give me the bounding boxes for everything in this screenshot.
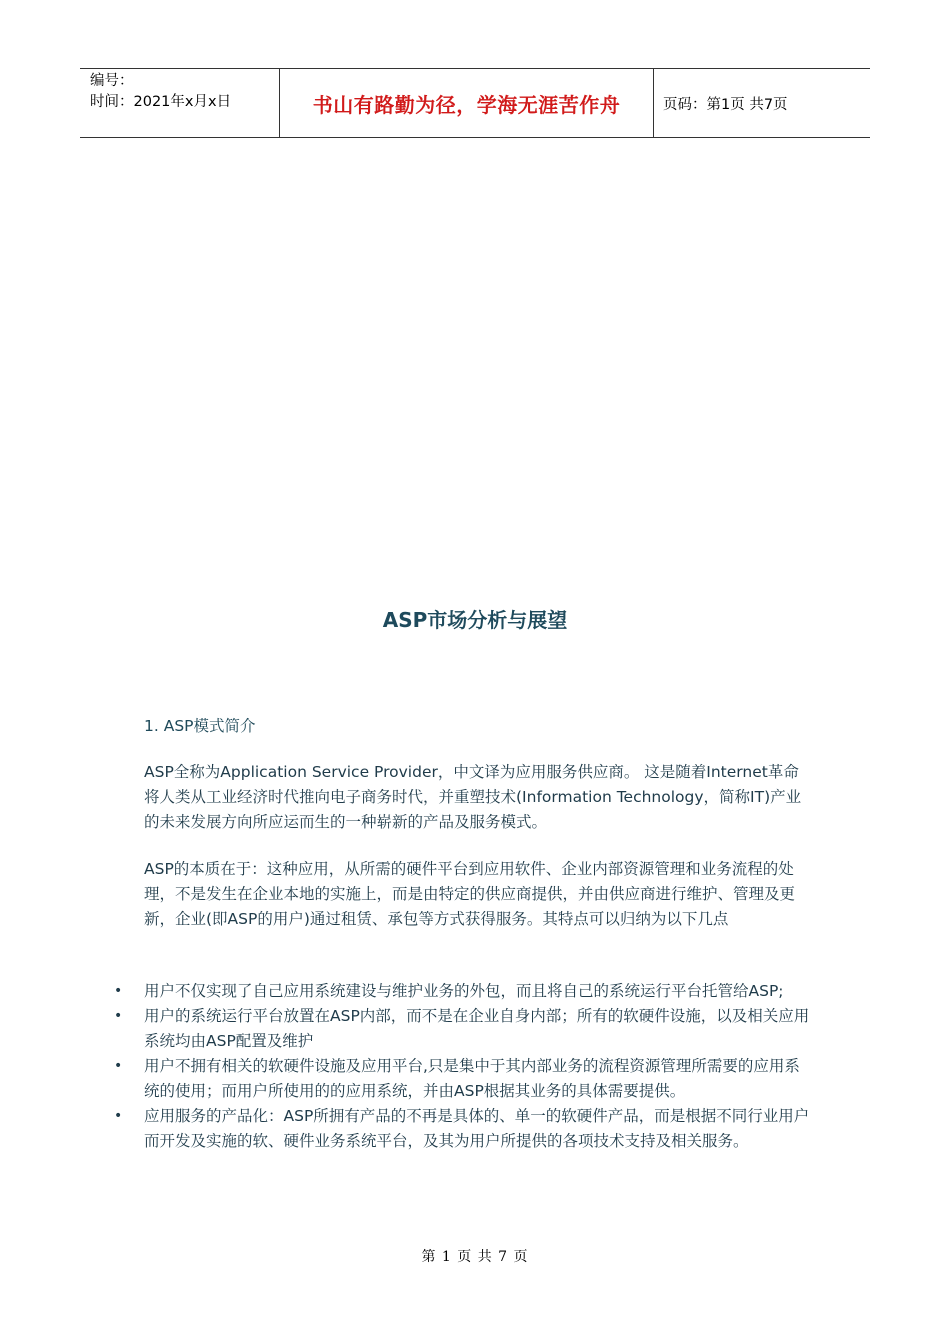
feature-list [110,979,810,1154]
header-left-cell [80,69,280,137]
list-item-text: 用户不拥有相关的软硬件设施及应用平台,只是集中于其内部业务的流程资源管理所需要的应用系统的使用；而用户所使用的的应用系统，并由ASP根据其业务的具体需要提供。 [144,1057,800,1100]
number-label: 编号： [90,73,134,89]
list-item [110,1004,810,1054]
document-title: ASP市场分析与展望 [382,608,568,632]
list-item [110,979,810,1004]
section-heading: 1. ASP模式简介 [144,717,256,735]
paragraph-intro: ASP全称为Application Service Provider，中文译为应用服务供应商。 这是随着Internet革命将人类从工业经济时代推向电子商务时代，并重塑技术(Information Technology，简称IT)产业的未来发展方向所应运而生的一种崭新的产品及服务模式。 [144,763,802,831]
time-label: 时间：2021年x月x日 [90,94,232,110]
bullet-icon: • [114,1108,123,1124]
bullet-icon: • [114,1008,123,1024]
list-item-text: 用户的系统运行平台放置在ASP内部，而不是在企业自身内部；所有的软硬件设施，以及相关应用系统均由ASP配置及维护 [144,1007,810,1050]
header-motto: 书山有路勤为径，学海无涯苦作舟 [280,69,654,137]
page-footer: 第 1 页 共 7 页 [421,1249,529,1265]
paragraph-essence: ASP的本质在于：这种应用，从所需的硬件平台到应用软件、企业内部资源管理和业务流程的处理，不是发生在企业本地的实施上，而是由特定的供应商提供，并由供应商进行维护、管理及更新，企业(即ASP的用户)通过租赁、承包等方式获得服务。其特点可以归纳为以下几点 [144,860,796,928]
list-item [110,1054,810,1104]
list-item-text: 用户不仅实现了自己应用系统建设与维护业务的外包，而且将自己的系统运行平台托管给ASP; [144,982,784,1000]
list-item-text: 应用服务的产品化：ASP所拥有产品的不再是具体的、单一的软硬件产品，而是根据不同行业用户而开发及实施的软、硬件业务系统平台，及其为用户所提供的各项技术支持及相关服务。 [144,1107,810,1150]
bullet-icon: • [114,983,123,999]
header-table [80,68,870,138]
bullet-icon: • [114,1058,123,1074]
header-page-info: 页码：第1页 共7页 [663,96,788,113]
list-item [110,1104,810,1154]
